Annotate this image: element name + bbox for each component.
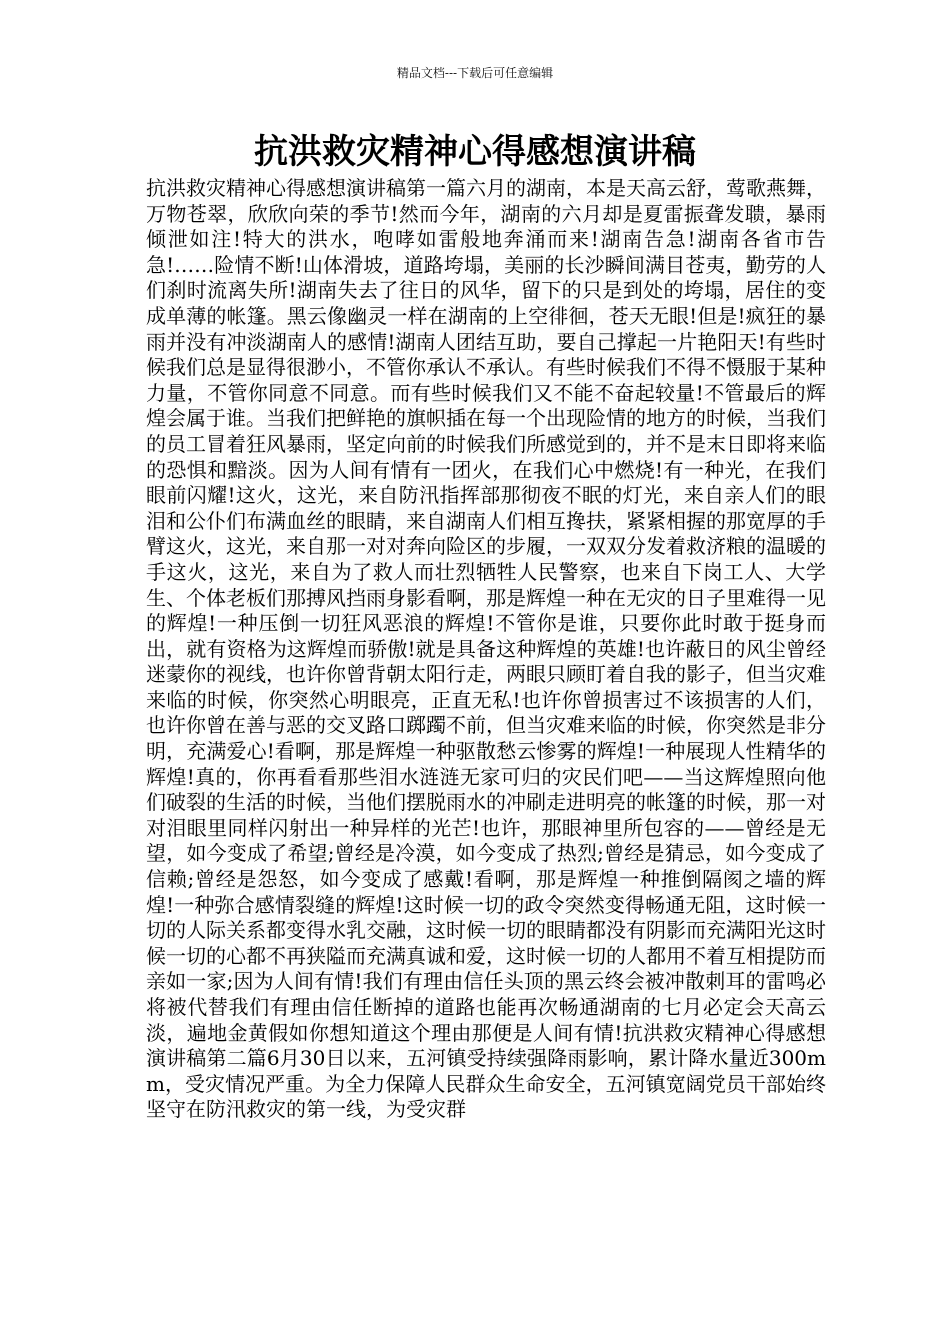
document-body-paragraph: 抗洪救灾精神心得感想演讲稿第一篇六月的湖南，本是天高云舒，莺歌燕舞，万物苍翠，欣欣向荣的季节!然而今年，湖南的六月却是夏雷振聋发聩，暴雨倾泄如注!特大的洪水，咆哮如雷般地奔涌而来!湖南告急!湖南各省市告急!……险情不断!山体滑坡，道路垮塌，美丽的长沙瞬间满目苍夷，勤劳的人们刹时流离失所!湖南失去了往日的风华，留下的只是到处的垮塌，居住的变成单薄的帐篷。黑云像幽灵一样在湖南的上空徘徊，苍天无眼!但是!疯狂的暴雨并没有冲淡湖南人的感情!湖南人团结互助，要自己撑起一片艳阳天!有些时候我们总是显得很渺小，不管你承认不承认。有些时候我们不得不慑服于某种力量，不管你同意不同意。而有些时候我们又不能不奋起较量!不管最后的辉煌会属于谁。当我们把鲜艳的旗帜插在每一个出现险情的地方的时候，当我们的员工冒着狂风暴雨，坚定向前的时候我们所感觉到的，并不是末日即将来临的恐惧和黯淡。因为人间有情有一团火，在我们心中燃烧!有一种光，在我们眼前闪耀!这火，这光，来自防汛指挥部那彻夜不眠的灯光，来自亲人们的眼泪和公仆们布满血丝的眼睛，来自湖南人们相互搀扶，紧紧相握的那宽厚的手臂这火，这光，来自那一对对奔向险区的步履，一双双分发着救济粮的温暖的手这火，这光，来自为了救人而壮烈牺牲人民警察，也来自下岗工人、大学生、个体老板们那搏风挡雨身影看啊，那是辉煌一种在无灾的日子里难得一见的辉煌!一种压倒一切狂风恶浪的辉煌!不管你是谁，只要你此时敢于挺身而出，就有资格为这辉煌而骄傲!就是具备这种辉煌的英雄!也许蔽日的风尘曾经迷蒙你的视线，也许你曾背朝太阳行走，两眼只顾盯着自我的影子，但当灾难来临的时候，你突然心明眼亮，正直无私!也许你曾损害过不该损害的人们，也许你曾在善与恶的交叉路口踯躅不前，但当灾难来临的时候，你突然是非分明，充满爱心!看啊，那是辉煌一种驱散愁云惨雾的辉煌!一种展现人性精华的辉煌!真的，你再看看那些泪水涟涟无家可归的灾民们吧——当这辉煌照向他们破裂的生活的时候，当他们摆脱雨水的冲刷走进明亮的帐篷的时候，那一对对泪眼里同样闪射出一种异样的光芒!也许，那眼神里所包容的——曾经是无望，如今变成了希望;曾经是冷漠，如今变成了热烈;曾经是猜忌，如今变成了信赖;曾经是怨怒，如今变成了感戴!看啊，那是辉煌一种推倒隔阂之墙的辉煌!一种弥合感情裂缝的辉煌!这时候一切的政令突然变得畅通无阻，这时候一切的人际关系都变得水乳交融，这时候一切的眼睛都没有阴影而充满阳光这时候一切的心都不再狭隘而充满真诚和爱，这时候一切的人都用不着互相提防而亲如一家;因为人间有情!我们有理由信任头顶的黑云终会被冲散刺耳的雷鸣必将被代替我们有理由信任断掉的道路也能再次畅通湖南的七月必定会天高云淡，遍地金黄假如你想知道这个理由那便是人间有情!抗洪救灾精神心得感想演讲稿第二篇6月30日以来，五河镇受持续强降雨影响，累计降水量近300mm，受灾情况严重。为全力保障人民群众生命安全，五河镇宽阔党员干部始终坚守在防汛救灾的第一线，为受灾群 — [146, 176, 826, 1122]
page-header-watermark: 精品文档---下载后可任意编辑 — [396, 66, 554, 80]
document-title: 抗洪救灾精神心得感想演讲稿 — [254, 132, 696, 172]
